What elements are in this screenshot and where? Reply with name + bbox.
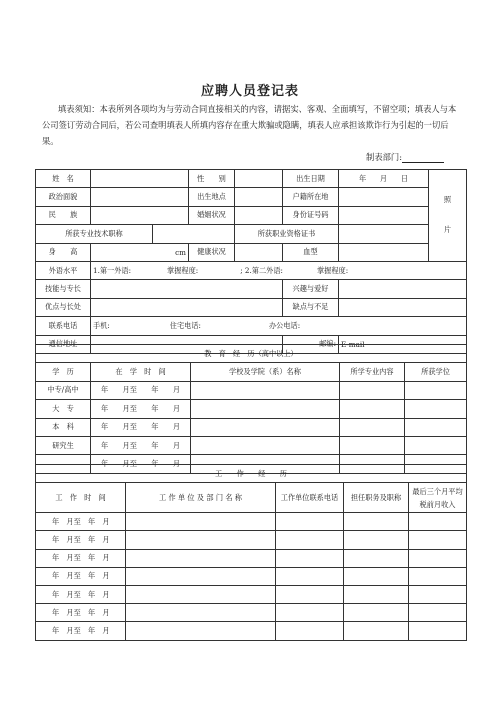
skills-label: 技能与专长 [36,280,91,298]
politics-label: 政治面貌 [36,188,91,206]
work-tel-input[interactable] [276,513,344,531]
edu-school-input[interactable] [191,418,340,436]
height-input[interactable] [91,243,189,261]
work-position-input[interactable] [344,549,409,567]
photo-box[interactable] [429,170,467,262]
work-income-input[interactable] [409,513,467,531]
height-label: 身 高 [36,243,91,261]
work-income-input[interactable] [409,549,467,567]
work-rows [36,513,467,640]
fill-instructions: 填表须知：本表所列各项均为与劳动合同直接相关的内容，请据实、客观、全面填写，不留空项；填表人与本公司签订劳动合同后，若公司查明填表人所填内容存在重大欺骗或隐瞒，填表人应承担该欺诈行为引起的一切后果。 [42,104,457,146]
work-position-input[interactable] [344,622,409,640]
blood-label: 血型 [283,243,339,261]
strengths-label: 优点与长处 [36,298,91,316]
work-tel-input[interactable] [276,567,344,585]
work-tel-input[interactable] [276,531,344,549]
work-income-input[interactable] [409,622,467,640]
edu-school-input[interactable] [191,381,340,399]
weakness-input[interactable] [339,298,467,316]
politics-input[interactable] [91,188,189,206]
work-company-input[interactable] [126,622,276,640]
contact-label: 联系电话 [36,317,91,335]
tech-title-label: 所获专业技术职称 [36,225,153,243]
edu-major-input[interactable] [340,381,405,399]
edu-time-input[interactable]: 年 月至 年 月 [91,400,191,418]
work-position-input[interactable] [344,604,409,622]
mastery2-label: 掌握程度: [316,265,349,275]
work-position-input[interactable] [344,531,409,549]
hukou-input[interactable] [339,188,429,206]
work-time-input[interactable]: 年 月至 年 月 [36,567,126,585]
hobbies-label: 兴趣与爱好 [283,280,339,298]
lang2-label: ; 2.第二外语: [240,265,283,275]
work-income-input[interactable] [409,531,467,549]
address-label: 通信地址 [36,335,91,353]
work-income-input[interactable] [409,585,467,603]
col-company-tel: 工作单位联系电话 [276,483,344,513]
edu-level: 本 科 [36,418,91,436]
name-label: 姓 名 [36,170,91,188]
birth-input[interactable] [339,170,429,188]
table-row [36,622,467,640]
education-section-title: 教 育 经 历（高中以上） [36,345,467,363]
work-tel-input[interactable] [276,604,344,622]
idcard-input[interactable] [339,206,429,224]
work-time-input[interactable]: 年 月至 年 月 [36,585,126,603]
year-text: 年 [358,173,367,183]
edu-time-input[interactable]: 年 月至 年 月 [91,381,191,399]
edu-level: 中专/高中 [36,381,91,399]
table-row [36,531,467,549]
work-position-input[interactable] [344,567,409,585]
edu-level: 研究生 [36,436,91,454]
edu-time-input[interactable]: 年 月至 年 月 [91,455,191,473]
col-income-line1: 最后三个月平均 [412,486,463,496]
mobile-label: 手机: [93,320,110,330]
idcard-label: 身份证号码 [283,206,339,224]
table-row [36,549,467,567]
edu-degree-input[interactable] [405,400,467,418]
table-row [36,513,467,531]
dept-input-line[interactable] [402,153,444,163]
work-time-input[interactable]: 年 月至 年 月 [36,513,126,531]
table-row [36,585,467,603]
col-study-time: 在 学 时 间 [91,363,191,381]
month-text: 月 [379,173,388,183]
birthplace-input[interactable] [235,188,283,206]
edu-degree-input[interactable] [405,381,467,399]
office-tel-label: 办公电话: [268,320,301,330]
work-tel-input[interactable] [276,585,344,603]
work-income-input[interactable] [409,567,467,585]
hobbies-input[interactable] [339,280,467,298]
edu-time-input[interactable]: 年 月至 年 月 [91,436,191,454]
dept-label: 制表部门: [366,152,402,162]
vocational-input[interactable] [339,225,429,243]
col-income [409,483,467,513]
work-income-input[interactable] [409,604,467,622]
work-time-input[interactable]: 年 月至 年 月 [36,531,126,549]
name-input[interactable] [91,170,189,188]
col-school: 学校及学院（系）名称 [191,363,340,381]
work-company-input[interactable] [126,531,276,549]
tech-title-input[interactable] [153,225,235,243]
col-position: 担任职务及职称 [344,483,409,513]
photo-label-2: 片 [443,225,452,235]
skills-input[interactable] [91,280,283,298]
photo-label-1: 照 [443,195,452,205]
language-label: 外语水平 [36,261,91,279]
table-row [36,604,467,622]
work-company-input[interactable] [126,513,276,531]
gender-input[interactable] [235,170,283,188]
home-tel-label: 住宅电话: [169,320,201,330]
table-row [36,436,467,454]
cm-unit: cm [175,247,186,257]
ethnic-label: 民 族 [36,206,91,224]
work-time-input[interactable]: 年 月至 年 月 [36,549,126,567]
day-text: 日 [400,173,409,183]
education-table [35,344,467,474]
col-degree: 所获学位 [405,363,467,381]
work-time-input[interactable]: 年 月至 年 月 [36,622,126,640]
marital-input[interactable] [235,206,283,224]
col-company: 工 作 单 位 及 部 门 名 称 [126,483,276,513]
vocational-label: 所获职业资格证书 [235,225,339,243]
health-label: 健康状况 [189,243,235,261]
work-table [35,464,467,641]
col-level: 学 历 [36,363,91,381]
edu-major-input[interactable] [340,436,405,454]
work-tel-input[interactable] [276,549,344,567]
email-label: E-mail [341,339,365,349]
hukou-label: 户籍所在地 [283,188,339,206]
contact-input[interactable] [91,317,467,335]
marital-label: 婚姻状况 [189,206,235,224]
birth-label: 出生日期 [283,170,339,188]
work-tel-input[interactable] [276,622,344,640]
blood-input[interactable] [339,243,429,261]
work-position-input[interactable] [344,585,409,603]
lang1-label: 1.第一外语: [93,265,132,275]
language-input[interactable] [91,261,467,279]
basic-info-table [35,169,467,354]
table-row [36,418,467,436]
work-company-input[interactable] [126,549,276,567]
zip-label: 邮编: [319,339,336,349]
birthplace-label: 出生地点 [189,188,235,206]
work-time-input[interactable]: 年 月至 年 月 [36,604,126,622]
ethnic-input[interactable] [91,206,189,224]
col-income-line2: 税前月收入 [419,499,456,509]
work-company-input[interactable] [126,604,276,622]
work-company-input[interactable] [126,567,276,585]
work-position-input[interactable] [344,513,409,531]
edu-time-input[interactable]: 年 月至 年 月 [91,418,191,436]
work-section-title: 工 作 经 历 [36,465,467,483]
edu-major-input[interactable] [340,400,405,418]
edu-major-input[interactable] [340,418,405,436]
col-work-time: 工 作 时 间 [36,483,126,513]
work-company-input[interactable] [126,585,276,603]
edu-level: 大 专 [36,400,91,418]
form-title: 应聘人员登记表 [200,84,299,99]
gender-label: 性 别 [189,170,235,188]
table-row [36,567,467,585]
mastery1-label: 掌握程度: [167,265,199,275]
edu-school-input[interactable] [191,436,340,454]
strengths-input[interactable] [91,298,283,316]
health-input[interactable] [235,243,283,261]
col-major: 所学专业内容 [340,363,405,381]
dept-field [366,151,444,163]
table-row [36,400,467,418]
table-row [36,381,467,399]
edu-school-input[interactable] [191,400,340,418]
edu-degree-input[interactable] [405,436,467,454]
weakness-label: 缺点与不足 [283,298,339,316]
edu-degree-input[interactable] [405,418,467,436]
